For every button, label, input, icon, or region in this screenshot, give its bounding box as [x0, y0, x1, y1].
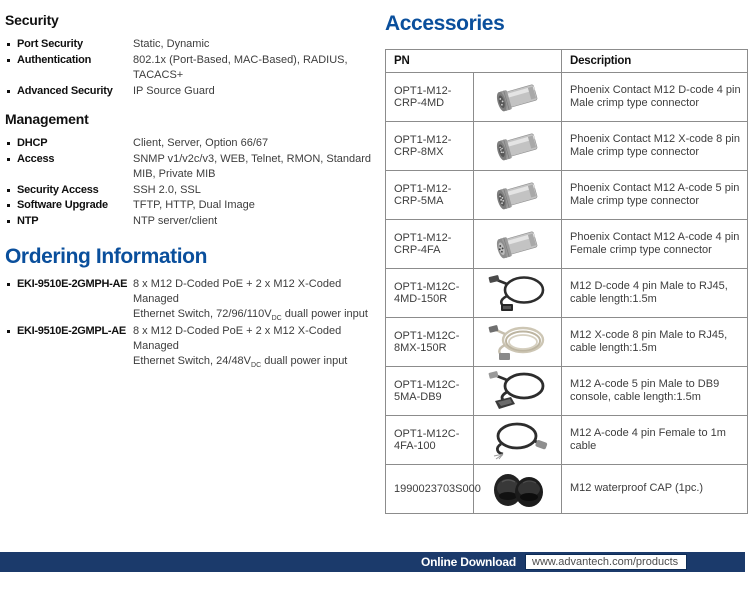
m12-waterproof-caps-photo — [488, 468, 548, 510]
order-model: EKI-9510E-2GMPL-AE — [17, 325, 126, 337]
pn-cell: OPT1-M12-CRP-4MD — [386, 73, 474, 122]
spec-label: Port Security — [17, 38, 83, 50]
bullet-icon — [7, 330, 10, 333]
spec-value: SSH 2.0, SSL — [133, 183, 201, 196]
product-image-cell — [474, 220, 562, 269]
bullet-icon — [7, 220, 10, 223]
spec-value: NTP server/client — [133, 214, 218, 227]
product-image-cell — [474, 318, 562, 367]
table-row — [386, 220, 748, 269]
spec-label: NTP — [17, 214, 39, 227]
black-cable-db9-photo — [487, 370, 549, 412]
spec-label: Security Access — [17, 183, 99, 196]
spec-row-port-security — [5, 37, 381, 53]
m12-d-code-male-connector-photo — [491, 78, 545, 116]
order-desc-line2: Ethernet Switch, $24/48V_{DC}$ duall power input — [133, 355, 348, 370]
spec-value: TFTP, HTTP, Dual Image — [133, 199, 255, 211]
spec-label: Authentication — [17, 53, 92, 66]
bullet-icon — [7, 158, 10, 161]
m12-a-code-male-connector-photo — [491, 176, 545, 214]
product-image-cell — [474, 367, 562, 416]
specs-column — [5, 10, 381, 371]
order-desc-line2: Ethernet Switch, $72/96/110V_{DC}$ duall power input — [133, 308, 368, 323]
description-cell: Phoenix Contact M12 A-code 4 pin Female crimp type connector — [562, 220, 748, 269]
product-image-cell — [474, 269, 562, 318]
spec-row-advanced-security — [5, 84, 381, 100]
spec-row-software-upgrade — [5, 198, 381, 214]
product-image-cell — [474, 73, 562, 122]
section-title-security: Security — [5, 12, 59, 28]
spec-label: Software Upgrade — [17, 199, 108, 211]
section-security — [5, 12, 381, 99]
gray-cable-rj45-photo — [487, 322, 549, 362]
ordering-information-title: Ordering Information — [5, 245, 208, 268]
description-cell: M12 waterproof CAP (1pc.) — [562, 465, 748, 514]
description-cell: M12 X-code 8 pin Male to RJ45, cable length:1.5m — [562, 318, 748, 367]
spec-label: Advanced Security — [17, 84, 113, 97]
ordering-item-gmpl — [5, 324, 381, 369]
ordering-item-gmph — [5, 277, 381, 322]
description-cell: Phoenix Contact M12 X-code 8 pin Male crimp type connector — [562, 122, 748, 171]
spec-row-authentication — [5, 53, 381, 84]
pn-cell: 1990023703S000 — [386, 465, 474, 514]
m12-a-code-female-connector-photo — [491, 225, 545, 263]
order-desc-line1: 8 x M12 D-Coded PoE + 2 x M12 X-Coded Managed — [133, 278, 342, 305]
spec-value: 802.1x (Port-Based, MAC-Based), RADIUS, TACACS+ — [133, 53, 348, 81]
table-row — [386, 269, 748, 318]
online-download-label: Online Download — [421, 555, 516, 569]
bullet-icon — [7, 59, 10, 62]
product-image-cell — [474, 122, 562, 171]
spec-row-dhcp — [5, 136, 381, 152]
bullet-icon — [7, 189, 10, 192]
pn-cell: OPT1-M12-CRP-8MX — [386, 122, 474, 171]
column-header-description: Description — [562, 50, 748, 73]
pn-cell: OPT1-M12C-4FA-100 — [386, 416, 474, 465]
section-management — [5, 111, 381, 229]
description-cell: M12 A-code 5 pin Male to DB9 console, cable length:1.5m — [562, 367, 748, 416]
table-row — [386, 367, 748, 416]
product-image-cell — [474, 171, 562, 220]
description-cell: M12 D-code 4 pin Male to RJ45, cable length:1.5m — [562, 269, 748, 318]
footer-url-box[interactable] — [525, 554, 687, 570]
product-image-cell — [474, 416, 562, 465]
accessories-column — [385, 10, 748, 514]
spec-value: Client, Server, Option 66/67 — [133, 137, 269, 149]
product-image-cell — [474, 465, 562, 514]
footer-bar — [0, 552, 745, 572]
dc-subscript: DC — [271, 315, 282, 323]
black-cable-open-end-photo — [487, 420, 549, 460]
table-row — [386, 465, 748, 514]
bullet-icon — [7, 283, 10, 286]
pn-cell: OPT1-M12C-5MA-DB9 — [386, 367, 474, 416]
spec-row-security-access — [5, 183, 381, 199]
black-cable-rj45-photo — [487, 273, 549, 313]
column-header-pn: PN — [386, 50, 562, 73]
table-row — [386, 171, 748, 220]
description-cell: Phoenix Contact M12 D-code 4 pin Male crimp type connector — [562, 73, 748, 122]
order-model: EKI-9510E-2GMPH-AE — [17, 278, 128, 290]
order-desc-line1: 8 x M12 D-Coded PoE + 2 x M12 X-Coded Managed — [133, 325, 342, 352]
section-title-management: Management — [5, 111, 89, 127]
table-header-row — [386, 50, 748, 73]
bullet-icon — [7, 90, 10, 93]
order-description — [133, 324, 381, 369]
spec-row-access — [5, 152, 381, 183]
spec-label: DHCP — [17, 137, 48, 149]
spec-value: IP Source Guard — [133, 84, 215, 97]
spec-value: Static, Dynamic — [133, 38, 210, 50]
dc-subscript: DC — [251, 362, 262, 370]
bullet-icon — [7, 43, 10, 46]
bullet-icon — [7, 142, 10, 145]
table-row — [386, 416, 748, 465]
table-row — [386, 122, 748, 171]
spec-label: Access — [17, 152, 55, 165]
pn-cell: OPT1-M12C-8MX-150R — [386, 318, 474, 367]
table-row — [386, 318, 748, 367]
description-cell: Phoenix Contact M12 A-code 5 pin Male crimp type connector — [562, 171, 748, 220]
pn-cell: OPT1-M12-CRP-4FA — [386, 220, 474, 269]
spec-row-ntp — [5, 214, 381, 230]
pn-cell: OPT1-M12C-4MD-150R — [386, 269, 474, 318]
accessories-title: Accessories — [385, 12, 505, 35]
pn-cell: OPT1-M12-CRP-5MA — [386, 171, 474, 220]
spec-value: SNMP v1/v2c/v3, WEB, Telnet, RMON, Standard MIB, Private MIB — [133, 152, 372, 180]
table-row — [386, 73, 748, 122]
footer-url[interactable]: www.advantech.com/products — [532, 556, 679, 568]
description-cell: M12 A-code 4 pin Female to 1m cable — [562, 416, 748, 465]
bullet-icon — [7, 204, 10, 207]
accessories-table — [385, 49, 748, 514]
order-description — [133, 277, 381, 322]
m12-x-code-male-connector-photo — [491, 127, 545, 165]
